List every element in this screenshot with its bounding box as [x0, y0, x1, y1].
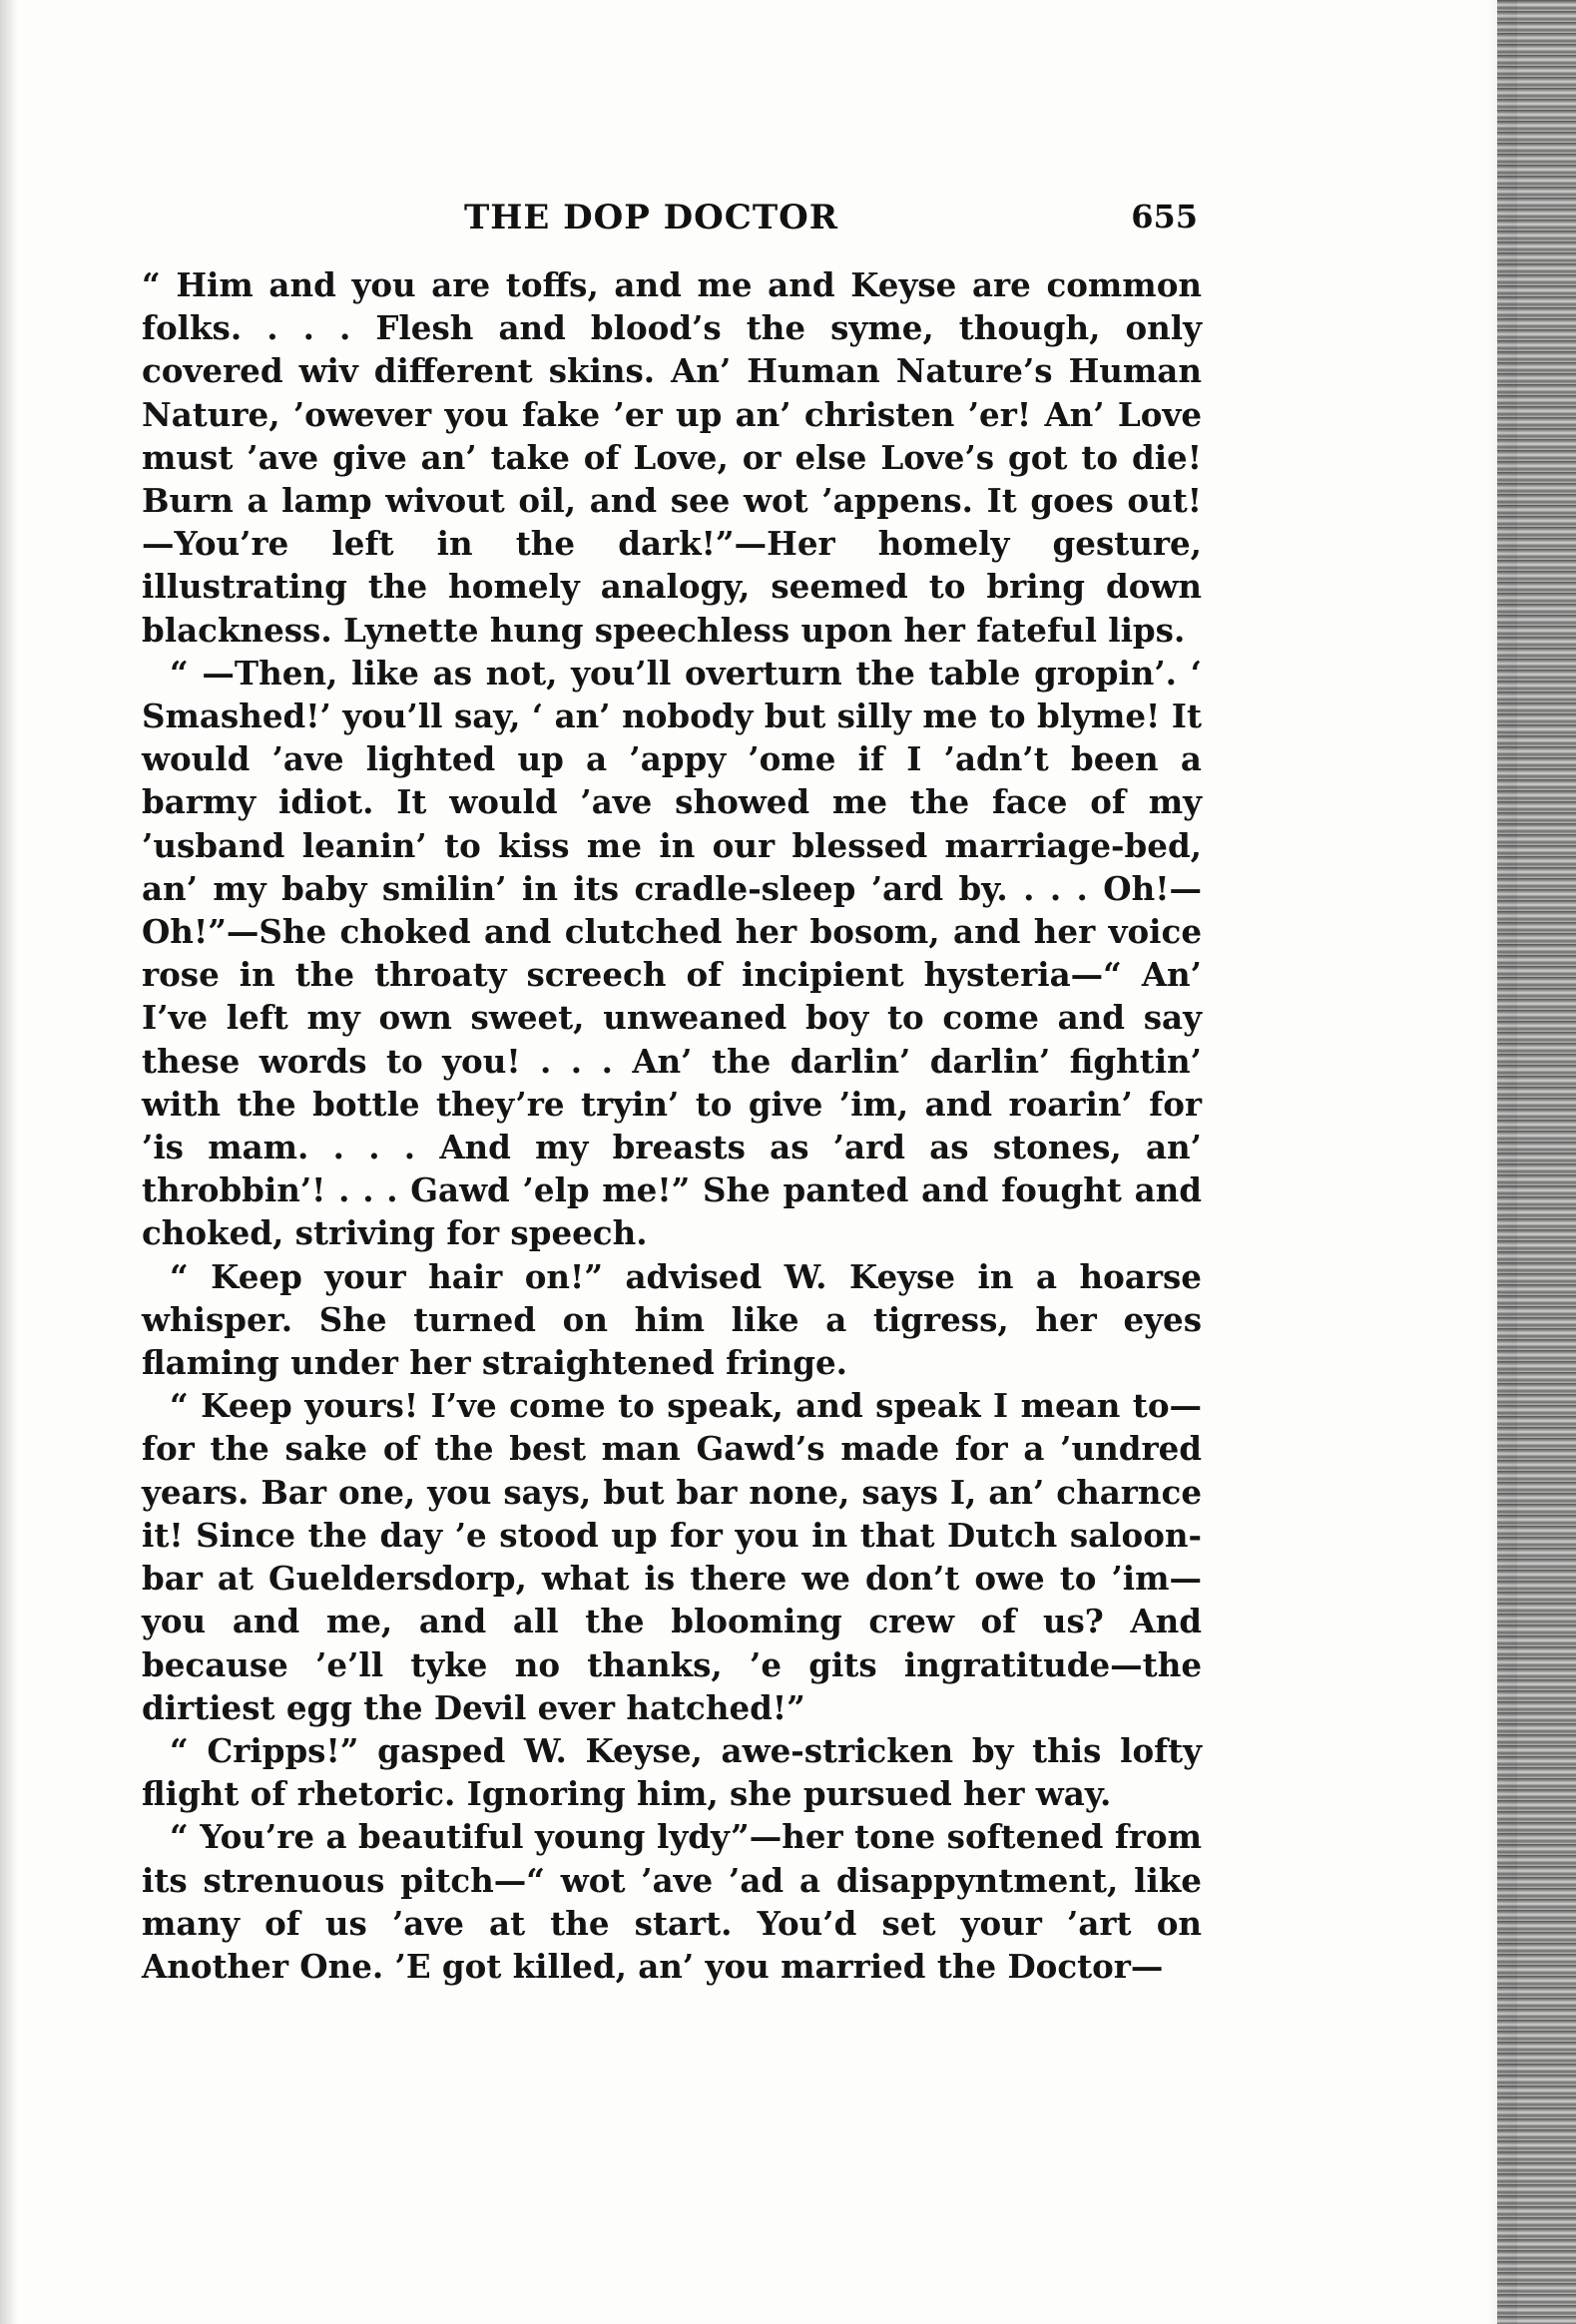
page-number: 655: [1131, 198, 1198, 235]
running-title: THE DOP DOCTOR: [464, 198, 839, 237]
body-text: [142, 263, 1202, 1988]
running-head: [140, 198, 1198, 247]
paragraph: “ You’re a beautiful young lydy”—her tone softened from its strenuous pitch—“ wot ’ave ’ad a disappyntment, like many of us ’ave at the start. You’d set your ’art on Another One. ’E got killed, an’ you married the Doctor—: [142, 1817, 1202, 1986]
paragraph: “ Keep your hair on!” advised W. Keyse in a hoarse whisper. She turned on him like a tigress, her eyes flaming under her straightened fringe.: [142, 1256, 1202, 1383]
page-left-edge: [0, 0, 18, 2324]
book-binding-shadow: [1497, 0, 1576, 2324]
paragraph: “ Cripps!” gasped W. Keyse, awe-stricken by this lofty flight of rhetoric. Ignoring him, she pursued her way.: [142, 1730, 1202, 1814]
paragraph: “ Him and you are toffs, and me and Keyse are common folks. . . . Flesh and blood’s the syme, though, only covered wiv different skins. An’ Human Nature’s Human Nature, ’owever you fake ’er up an’ christen ’er! An’ Love must ’ave give an’ take of Love, or else Love’s got to die! Burn a lamp wivout oil, and see wot ’appens. It goes out!—You’re left in the dark!”—Her homely gesture, illustrating the homely analogy, seemed to bring down blackness. Lynette hung speechless upon her fateful lips.: [142, 265, 1202, 650]
paragraph: “ Keep yours! I’ve come to speak, and speak I mean to—for the sake of the best man Gawd’s made for a ’undred years. Bar one, you says, but bar none, says I, an’ charnce it! Since the day ’e stood up for you in that Dutch saloon-bar at Gueldersdorp, what is there we don’t owe to ’im—you and me, and all the blooming crew of us? And because ’e’ll tyke no thanks, ’e gits ingratitude—the dirtiest egg the Devil ever hatched!”: [142, 1386, 1202, 1727]
paragraph: “ —Then, like as not, you’ll overturn the table gropin’. ‘ Smashed!’ you’ll say, ‘ an’ nobody but silly me to blyme! It would ’ave lighted up a ’appy ’ome if I ’adn’t been a barmy idiot. It would ’ave showed me the face of my ’usband leanin’ to kiss me in our blessed marriage-bed, an’ my baby smilin’ in its cradle-sleep ’ard by. . . . Oh!—Oh!”—She choked and clutched her bosom, and her voice rose in the throaty screech of incipient hysteria—“ An’ I’ve left my own sweet, unweaned boy to come and say these words to you! . . . An’ the darlin’ darlin’ fightin’ with the bottle they’re tryin’ to give ’im, and roarin’ for ’is mam. . . . And my breasts as ’ard as stones, an’ throbbin’! . . . Gawd ’elp me!” She panted and fought and choked, striving for speech.: [142, 653, 1202, 1253]
